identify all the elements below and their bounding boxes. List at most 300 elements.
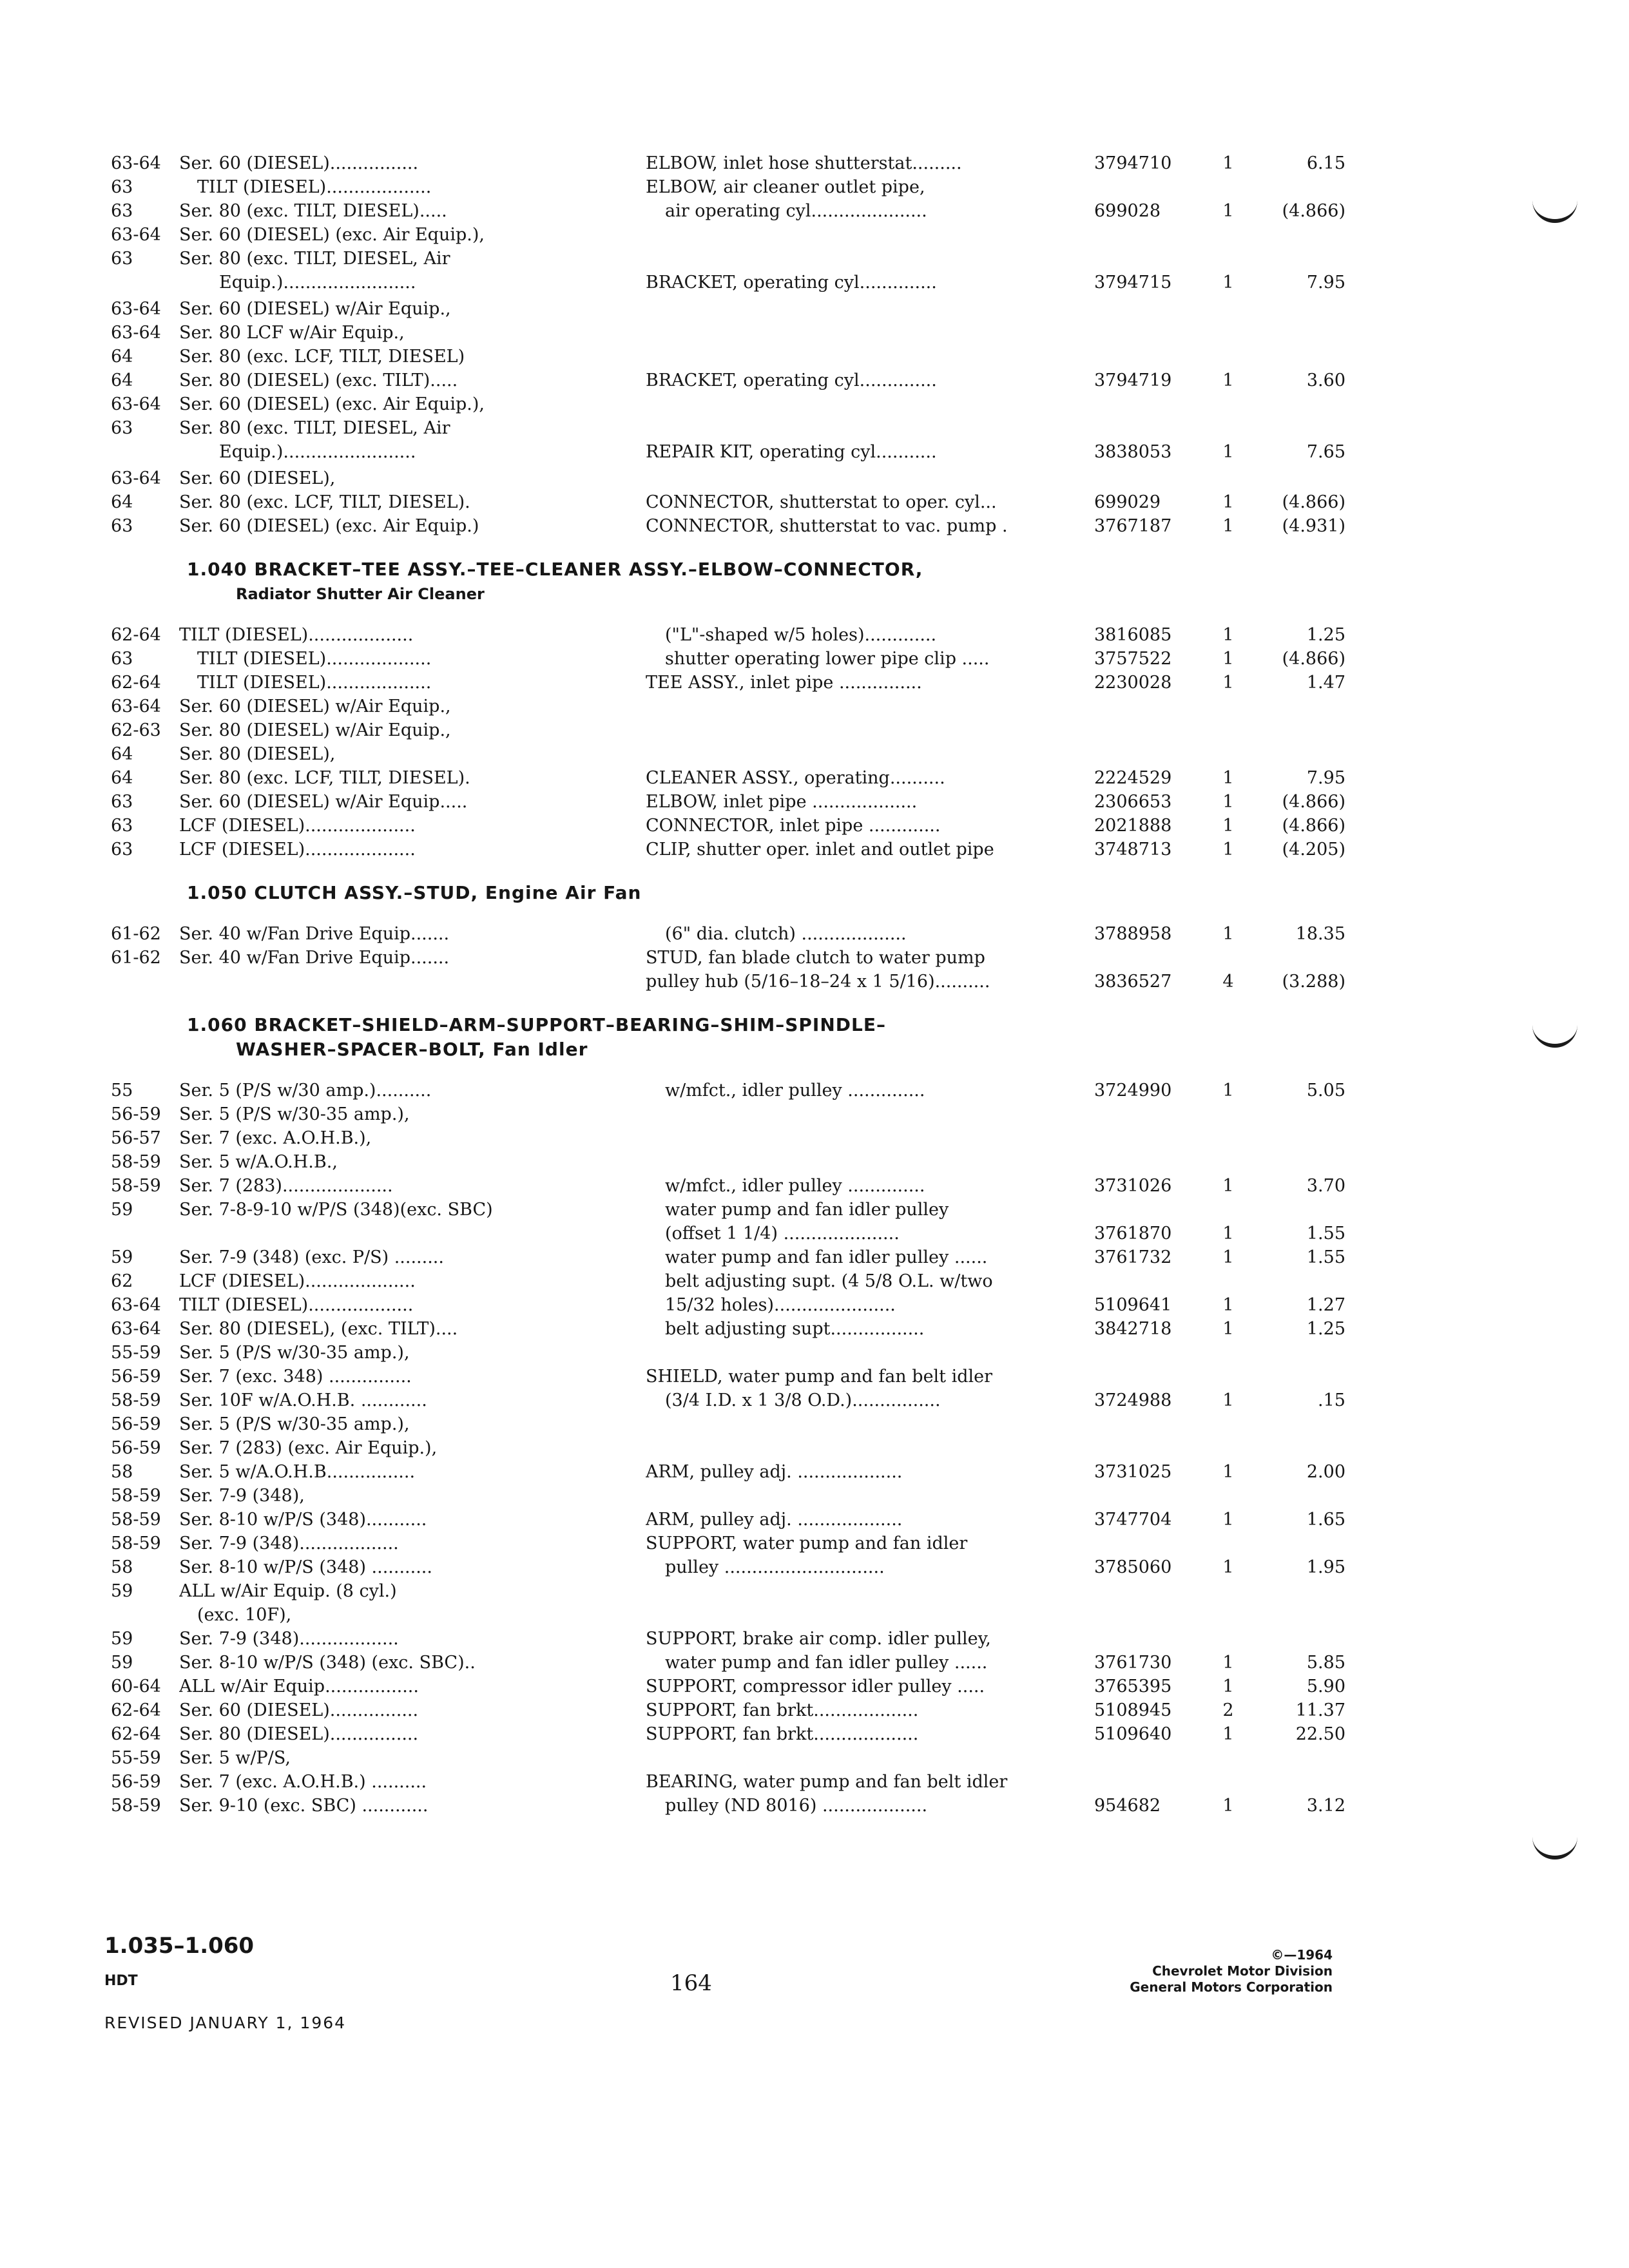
table-row [97, 1079, 1540, 1102]
model-cell: Ser. 40 w/Fan Drive Equip....... [179, 948, 450, 968]
description-cell: w/mfct., idler pulley .............. [665, 1081, 925, 1100]
year-cell: 63 [111, 792, 133, 812]
part-number-cell: 5109641 [1094, 1295, 1172, 1315]
table-row [97, 369, 1540, 392]
table-row [97, 247, 1540, 271]
year-cell: 63-64 [111, 1295, 161, 1315]
price-cell: 11.37 [1295, 1700, 1345, 1720]
quantity-cell: 1 [1222, 1224, 1234, 1244]
table-row [97, 1555, 1540, 1579]
table-row [97, 1675, 1540, 1698]
table-row [97, 1412, 1540, 1436]
price-cell: 7.95 [1306, 768, 1345, 788]
year-cell: 63-64 [111, 1319, 161, 1339]
model-cell: Ser. 80 (DIESEL)................ [179, 1724, 419, 1744]
catalog-code: HDT [104, 1973, 138, 1989]
model-cell: Ser. 8-10 w/P/S (348) ........... [179, 1557, 432, 1577]
table-row [97, 1389, 1540, 1412]
description-cell: SUPPORT, compressor idler pulley ..... [646, 1677, 985, 1696]
price-cell: (4.931) [1282, 516, 1345, 536]
description-cell: pulley ............................. [665, 1557, 885, 1577]
table-row [97, 1245, 1540, 1269]
model-cell: Ser. 80 (exc. LCF, TILT, DIESEL). [179, 492, 470, 512]
part-number-cell: 5109640 [1094, 1724, 1172, 1744]
revised-date: REVISED JANUARY 1, 1964 [104, 2013, 347, 2032]
table-row [97, 514, 1540, 538]
model-cell: Ser. 7 (exc. A.O.H.B.) .......... [179, 1772, 427, 1792]
description-cell: water pump and fan idler pulley ...... [665, 1653, 988, 1673]
model-cell: Ser. 8-10 w/P/S (348) (exc. SBC).. [179, 1653, 476, 1673]
year-cell: 55-59 [111, 1343, 161, 1363]
year-cell: 63-64 [111, 468, 161, 488]
model-cell: Ser. 5 (P/S w/30-35 amp.), [179, 1104, 410, 1124]
price-cell: (4.866) [1282, 201, 1345, 221]
model-cell: Ser. 40 w/Fan Drive Equip....... [179, 924, 450, 944]
year-cell: 62 [111, 1271, 133, 1291]
year-cell: 63 [111, 177, 133, 197]
quantity-cell: 1 [1222, 924, 1234, 944]
table-row [97, 1508, 1540, 1532]
part-number-cell: 954682 [1094, 1796, 1161, 1816]
description-cell: ELBOW, inlet hose shutterstat......... [646, 153, 962, 173]
year-cell: 56-57 [111, 1128, 161, 1148]
section-range-code: 1.035–1.060 [104, 1933, 255, 1959]
model-cell: Ser. 7 (283) (exc. Air Equip.), [179, 1438, 438, 1458]
year-cell: 55 [111, 1081, 133, 1100]
description-cell: ARM, pulley adj. ................... [646, 1462, 903, 1482]
table-row [97, 490, 1540, 514]
year-cell: 60-64 [111, 1677, 161, 1696]
model-cell: Ser. 5 (P/S w/30 amp.).......... [179, 1081, 432, 1100]
year-cell: 61-62 [111, 948, 161, 968]
model-cell: Ser. 10F w/A.O.H.B. ............ [179, 1390, 427, 1410]
table-row [97, 1603, 1540, 1627]
year-cell: 59 [111, 1629, 133, 1649]
price-cell: (4.205) [1282, 840, 1345, 860]
part-number-cell: 3724988 [1094, 1390, 1172, 1410]
description-cell: ELBOW, air cleaner outlet pipe, [646, 177, 925, 197]
price-cell: 1.47 [1306, 673, 1345, 693]
description-cell: water pump and fan idler pulley [665, 1200, 949, 1220]
price-cell: (4.866) [1282, 649, 1345, 669]
year-cell: 56-59 [111, 1414, 161, 1434]
part-number-cell: 3842718 [1094, 1319, 1172, 1339]
quantity-cell: 2 [1222, 1700, 1234, 1720]
table-row [97, 922, 1540, 946]
year-cell: 63 [111, 516, 133, 536]
table-row [97, 345, 1540, 369]
table-row [97, 1579, 1540, 1603]
part-number-cell: 3761732 [1094, 1247, 1172, 1267]
model-cell: Equip.)........................ [219, 442, 416, 462]
year-cell: 59 [111, 1247, 133, 1267]
price-cell: 1.25 [1306, 1319, 1345, 1339]
model-cell: Ser. 80 LCF w/Air Equip., [179, 323, 405, 343]
quantity-cell: 1 [1222, 1796, 1234, 1816]
description-cell: BRACKET, operating cyl.............. [646, 370, 937, 390]
part-number-cell: 699028 [1094, 201, 1161, 221]
model-cell: Ser. 80 (exc. TILT, DIESEL)..... [179, 201, 447, 221]
price-cell: 1.55 [1306, 1224, 1345, 1244]
description-cell: water pump and fan idler pulley ...... [665, 1247, 988, 1267]
table-row [97, 742, 1540, 766]
part-number-cell: 2224529 [1094, 768, 1172, 788]
model-cell: Ser. 5 (P/S w/30-35 amp.), [179, 1414, 410, 1434]
price-cell: 5.05 [1306, 1081, 1345, 1100]
year-cell: 63 [111, 816, 133, 836]
model-cell: Ser. 5 w/A.O.H.B., [179, 1152, 338, 1172]
table-row [97, 1794, 1540, 1818]
table-row [97, 1698, 1540, 1722]
table-row [97, 814, 1540, 838]
table-row [97, 321, 1540, 345]
table-row [97, 1102, 1540, 1126]
quantity-cell: 1 [1222, 625, 1234, 645]
section-heading [97, 557, 1540, 606]
quantity-cell: 1 [1222, 840, 1234, 860]
year-cell: 55-59 [111, 1748, 161, 1768]
quantity-cell: 1 [1222, 673, 1234, 693]
part-number-cell: 2021888 [1094, 816, 1172, 836]
table-row [97, 1365, 1540, 1389]
year-cell: 63 [111, 249, 133, 269]
price-cell: 1.65 [1306, 1510, 1345, 1530]
section-title: 1.040 BRACKET–TEE ASSY.–TEE–CLEANER ASSY.–ELBOW–CONNECTOR, [187, 559, 923, 580]
part-number-cell: 3838053 [1094, 442, 1172, 462]
model-cell: Ser. 5 w/A.O.H.B................ [179, 1462, 416, 1482]
year-cell: 58-59 [111, 1796, 161, 1816]
price-cell: 6.15 [1306, 153, 1345, 173]
price-cell: 3.70 [1306, 1176, 1345, 1196]
model-cell: TILT (DIESEL)................... [197, 177, 432, 197]
part-number-cell: 5108945 [1094, 1700, 1172, 1720]
part-number-cell: 3794715 [1094, 273, 1172, 293]
model-cell: ALL w/Air Equip................. [179, 1677, 419, 1696]
year-cell: 59 [111, 1653, 133, 1673]
year-cell: 62-64 [111, 673, 161, 693]
table-row [97, 1460, 1540, 1484]
quantity-cell: 1 [1222, 816, 1234, 836]
table-row [97, 1198, 1540, 1222]
model-cell: Ser. 5 (P/S w/30-35 amp.), [179, 1343, 410, 1363]
page-number: 164 [670, 1970, 712, 1996]
year-cell: 58 [111, 1557, 133, 1577]
description-cell: CLEANER ASSY., operating.......... [646, 768, 945, 788]
year-cell: 58-59 [111, 1152, 161, 1172]
year-cell: 58-59 [111, 1533, 161, 1553]
part-number-cell: 3724990 [1094, 1081, 1172, 1100]
year-cell: 58-59 [111, 1176, 161, 1196]
model-cell: LCF (DIESEL).................... [179, 840, 416, 860]
description-cell: (6" dia. clutch) ................... [665, 924, 907, 944]
model-cell: Equip.)........................ [219, 273, 416, 293]
year-cell: 56-59 [111, 1438, 161, 1458]
table-row [97, 671, 1540, 695]
quantity-cell: 1 [1222, 153, 1234, 173]
description-cell: (offset 1 1/4) ..................... [665, 1224, 900, 1244]
price-cell: 1.55 [1306, 1247, 1345, 1267]
quantity-cell: 1 [1222, 1653, 1234, 1673]
price-cell: 3.60 [1306, 370, 1345, 390]
division-name: Chevrolet Motor Division [1152, 1963, 1333, 1979]
description-cell: SUPPORT, fan brkt................... [646, 1724, 919, 1744]
year-cell: 56-59 [111, 1367, 161, 1387]
table-row [97, 1770, 1540, 1794]
model-cell: Ser. 60 (DIESEL)................ [179, 153, 419, 173]
section-subtitle: Radiator Shutter Air Cleaner [236, 585, 485, 603]
quantity-cell: 1 [1222, 273, 1234, 293]
table-row [97, 647, 1540, 671]
part-number-cell: 3816085 [1094, 625, 1172, 645]
price-cell: 7.65 [1306, 442, 1345, 462]
price-cell: (4.866) [1282, 816, 1345, 836]
year-cell: 63-64 [111, 153, 161, 173]
description-cell: REPAIR KIT, operating cyl........... [646, 442, 937, 462]
model-cell: Ser. 7-8-9-10 w/P/S (348)(exc. SBC) [179, 1200, 493, 1220]
table-row [97, 466, 1540, 490]
year-cell: 63-64 [111, 225, 161, 245]
table-row [97, 1317, 1540, 1341]
quantity-cell: 1 [1222, 649, 1234, 669]
part-number-cell: 3761730 [1094, 1653, 1172, 1673]
description-cell: SUPPORT, brake air comp. idler pulley, [646, 1629, 991, 1649]
model-cell: Ser. 60 (DIESEL) (exc. Air Equip.), [179, 394, 485, 414]
model-cell: Ser. 80 (exc. LCF, TILT, DIESEL) [179, 347, 465, 367]
model-cell: Ser. 60 (DIESEL)................ [179, 1700, 419, 1720]
year-cell: 62-63 [111, 720, 161, 740]
table-row [97, 1484, 1540, 1508]
model-cell: (exc. 10F), [197, 1605, 292, 1625]
part-number-cell: 3748713 [1094, 840, 1172, 860]
table-row [97, 695, 1540, 718]
table-row [97, 1746, 1540, 1770]
table-row [97, 766, 1540, 790]
table-row [97, 790, 1540, 814]
quantity-cell: 1 [1222, 1319, 1234, 1339]
quantity-cell: 1 [1222, 370, 1234, 390]
table-row [97, 1651, 1540, 1675]
model-cell: Ser. 80 (exc. TILT, DIESEL, Air [179, 418, 450, 438]
corporation-name: General Motors Corporation [1130, 1979, 1333, 1995]
year-cell: 63 [111, 201, 133, 221]
quantity-cell: 1 [1222, 792, 1234, 812]
year-cell: 56-59 [111, 1772, 161, 1792]
quantity-cell: 1 [1222, 442, 1234, 462]
description-cell: TEE ASSY., inlet pipe ............... [646, 673, 922, 693]
table-row [97, 199, 1540, 223]
year-cell: 59 [111, 1581, 133, 1601]
description-cell: CLIP, shutter oper. inlet and outlet pipe [646, 840, 994, 860]
section-title: 1.060 BRACKET–SHIELD–ARM–SUPPORT–BEARING–SHIM–SPINDLE– [187, 1014, 886, 1035]
model-cell: TILT (DIESEL)................... [197, 673, 432, 693]
year-cell: 62-64 [111, 625, 161, 645]
description-cell: (3/4 I.D. x 1 3/8 O.D.)................ [665, 1390, 941, 1410]
year-cell: 56-59 [111, 1104, 161, 1124]
table-row [97, 175, 1540, 199]
description-cell: pulley hub (5/16–18–24 x 1 5/16).......... [646, 972, 990, 992]
price-cell: (4.866) [1282, 492, 1345, 512]
quantity-cell: 1 [1222, 1390, 1234, 1410]
model-cell: Ser. 80 (exc. LCF, TILT, DIESEL). [179, 768, 470, 788]
description-cell: CONNECTOR, inlet pipe ............. [646, 816, 941, 836]
table-row [97, 1126, 1540, 1150]
table-row [97, 1150, 1540, 1174]
quantity-cell: 1 [1222, 1295, 1234, 1315]
model-cell: TILT (DIESEL)................... [179, 625, 414, 645]
quantity-cell: 1 [1222, 492, 1234, 512]
part-number-cell: 3761870 [1094, 1224, 1172, 1244]
table-row [97, 271, 1540, 294]
model-cell: Ser. 80 (DIESEL) w/Air Equip., [179, 720, 451, 740]
quantity-cell: 1 [1222, 768, 1234, 788]
year-cell: 63-64 [111, 323, 161, 343]
price-cell: 18.35 [1295, 924, 1345, 944]
year-cell: 63 [111, 649, 133, 669]
part-number-cell: 3788958 [1094, 924, 1172, 944]
year-cell: 64 [111, 370, 133, 390]
description-cell: BRACKET, operating cyl.............. [646, 273, 937, 293]
description-cell: ("L"-shaped w/5 holes)............. [665, 625, 937, 645]
description-cell: STUD, fan blade clutch to water pump [646, 948, 985, 968]
table-row [97, 1269, 1540, 1293]
part-number-cell: 3765395 [1094, 1677, 1172, 1696]
section-title: 1.050 CLUTCH ASSY.–STUD, Engine Air Fan [187, 882, 642, 903]
table-row [97, 718, 1540, 742]
model-cell: Ser. 60 (DIESEL) w/Air Equip..... [179, 792, 468, 812]
price-cell: 2.00 [1306, 1462, 1345, 1482]
year-cell: 64 [111, 768, 133, 788]
description-cell: belt adjusting supt. (4 5/8 O.L. w/two [665, 1271, 993, 1291]
price-cell: (4.866) [1282, 792, 1345, 812]
table-row [97, 1341, 1540, 1365]
model-cell: Ser. 60 (DIESEL), [179, 468, 336, 488]
price-cell: .15 [1318, 1390, 1345, 1410]
part-number-cell: 2306653 [1094, 792, 1172, 812]
quantity-cell: 1 [1222, 1510, 1234, 1530]
year-cell: 58-59 [111, 1390, 161, 1410]
model-cell: TILT (DIESEL)................... [179, 1295, 414, 1315]
part-number-cell: 699029 [1094, 492, 1161, 512]
description-cell: SUPPORT, fan brkt................... [646, 1700, 919, 1720]
table-row [97, 1293, 1540, 1317]
binder-hole-mark [1532, 1830, 1577, 1860]
model-cell: Ser. 80 (DIESEL), (exc. TILT).... [179, 1319, 458, 1339]
year-cell: 58-59 [111, 1486, 161, 1506]
price-cell: 5.85 [1306, 1653, 1345, 1673]
quantity-cell: 1 [1222, 1677, 1234, 1696]
table-row [97, 970, 1540, 994]
price-cell: 7.95 [1306, 273, 1345, 293]
table-row [97, 1222, 1540, 1245]
year-cell: 58 [111, 1462, 133, 1482]
model-cell: Ser. 8-10 w/P/S (348)........... [179, 1510, 427, 1530]
table-row [97, 151, 1540, 175]
table-row [97, 1436, 1540, 1460]
part-number-cell: 3794710 [1094, 153, 1172, 173]
quantity-cell: 1 [1222, 1176, 1234, 1196]
year-cell: 64 [111, 347, 133, 367]
model-cell: ALL w/Air Equip. (8 cyl.) [179, 1581, 397, 1601]
copyright-year: ©—1964 [1271, 1947, 1333, 1963]
section-heading [97, 1013, 1540, 1062]
parts-list [97, 151, 1540, 1818]
model-cell: Ser. 7 (283).................... [179, 1176, 393, 1196]
price-cell: 3.12 [1306, 1796, 1345, 1816]
year-cell: 58-59 [111, 1510, 161, 1530]
year-cell: 61-62 [111, 924, 161, 944]
part-number-cell: 3747704 [1094, 1510, 1172, 1530]
footer-left [104, 1933, 346, 2032]
model-cell: Ser. 5 w/P/S, [179, 1748, 291, 1768]
year-cell: 63-64 [111, 299, 161, 319]
part-number-cell: 3767187 [1094, 516, 1172, 536]
table-row [97, 1627, 1540, 1651]
table-row [97, 946, 1540, 970]
year-cell: 59 [111, 1200, 133, 1220]
description-cell: shutter operating lower pipe clip ..... [665, 649, 990, 669]
year-cell: 63-64 [111, 697, 161, 716]
section-heading [97, 881, 1540, 905]
table-row [97, 392, 1540, 416]
model-cell: Ser. 80 (exc. TILT, DIESEL, Air [179, 249, 450, 269]
model-cell: Ser. 7-9 (348), [179, 1486, 305, 1506]
year-cell: 63 [111, 840, 133, 860]
price-cell: (3.288) [1282, 972, 1345, 992]
table-row [97, 440, 1540, 464]
part-number-cell: 3731026 [1094, 1176, 1172, 1196]
description-cell: w/mfct., idler pulley .............. [665, 1176, 925, 1196]
model-cell: Ser. 7-9 (348).................. [179, 1533, 399, 1553]
model-cell: LCF (DIESEL).................... [179, 816, 416, 836]
model-cell: Ser. 7 (exc. 348) ............... [179, 1367, 412, 1387]
description-cell: pulley (ND 8016) ................... [665, 1796, 928, 1816]
description-cell: belt adjusting supt................. [665, 1319, 925, 1339]
year-cell: 63-64 [111, 394, 161, 414]
description-cell: CONNECTOR, shutterstat to oper. cyl... [646, 492, 997, 512]
table-row [97, 223, 1540, 247]
table-row [97, 623, 1540, 647]
model-cell: TILT (DIESEL)................... [197, 649, 432, 669]
table-row [97, 416, 1540, 440]
part-number-cell: 3836527 [1094, 972, 1172, 992]
year-cell: 63 [111, 418, 133, 438]
model-cell: LCF (DIESEL).................... [179, 1271, 416, 1291]
description-cell: SHIELD, water pump and fan belt idler [646, 1367, 993, 1387]
quantity-cell: 1 [1222, 516, 1234, 536]
description-cell: SUPPORT, water pump and fan idler [646, 1533, 968, 1553]
part-number-cell: 3731025 [1094, 1462, 1172, 1482]
model-cell: Ser. 60 (DIESEL) w/Air Equip., [179, 299, 451, 319]
quantity-cell: 1 [1222, 1724, 1234, 1744]
description-cell: air operating cyl..................... [665, 201, 927, 221]
quantity-cell: 1 [1222, 1081, 1234, 1100]
model-cell: Ser. 9-10 (exc. SBC) ............ [179, 1796, 429, 1816]
year-cell: 64 [111, 744, 133, 764]
quantity-cell: 1 [1222, 1462, 1234, 1482]
year-cell: 62-64 [111, 1724, 161, 1744]
section-title-line2: WASHER–SPACER–BOLT, Fan Idler [236, 1039, 588, 1060]
description-cell: ELBOW, inlet pipe ................... [646, 792, 918, 812]
table-row [97, 297, 1540, 321]
model-cell: Ser. 60 (DIESEL) (exc. Air Equip.) [179, 516, 479, 536]
copyright-block [1130, 1947, 1333, 1995]
description-cell: BEARING, water pump and fan belt idler [646, 1772, 1008, 1792]
model-cell: Ser. 60 (DIESEL) w/Air Equip., [179, 697, 451, 716]
table-row [97, 1722, 1540, 1746]
model-cell: Ser. 80 (DIESEL) (exc. TILT)..... [179, 370, 458, 390]
model-cell: Ser. 60 (DIESEL) (exc. Air Equip.), [179, 225, 485, 245]
price-cell: 22.50 [1295, 1724, 1345, 1744]
